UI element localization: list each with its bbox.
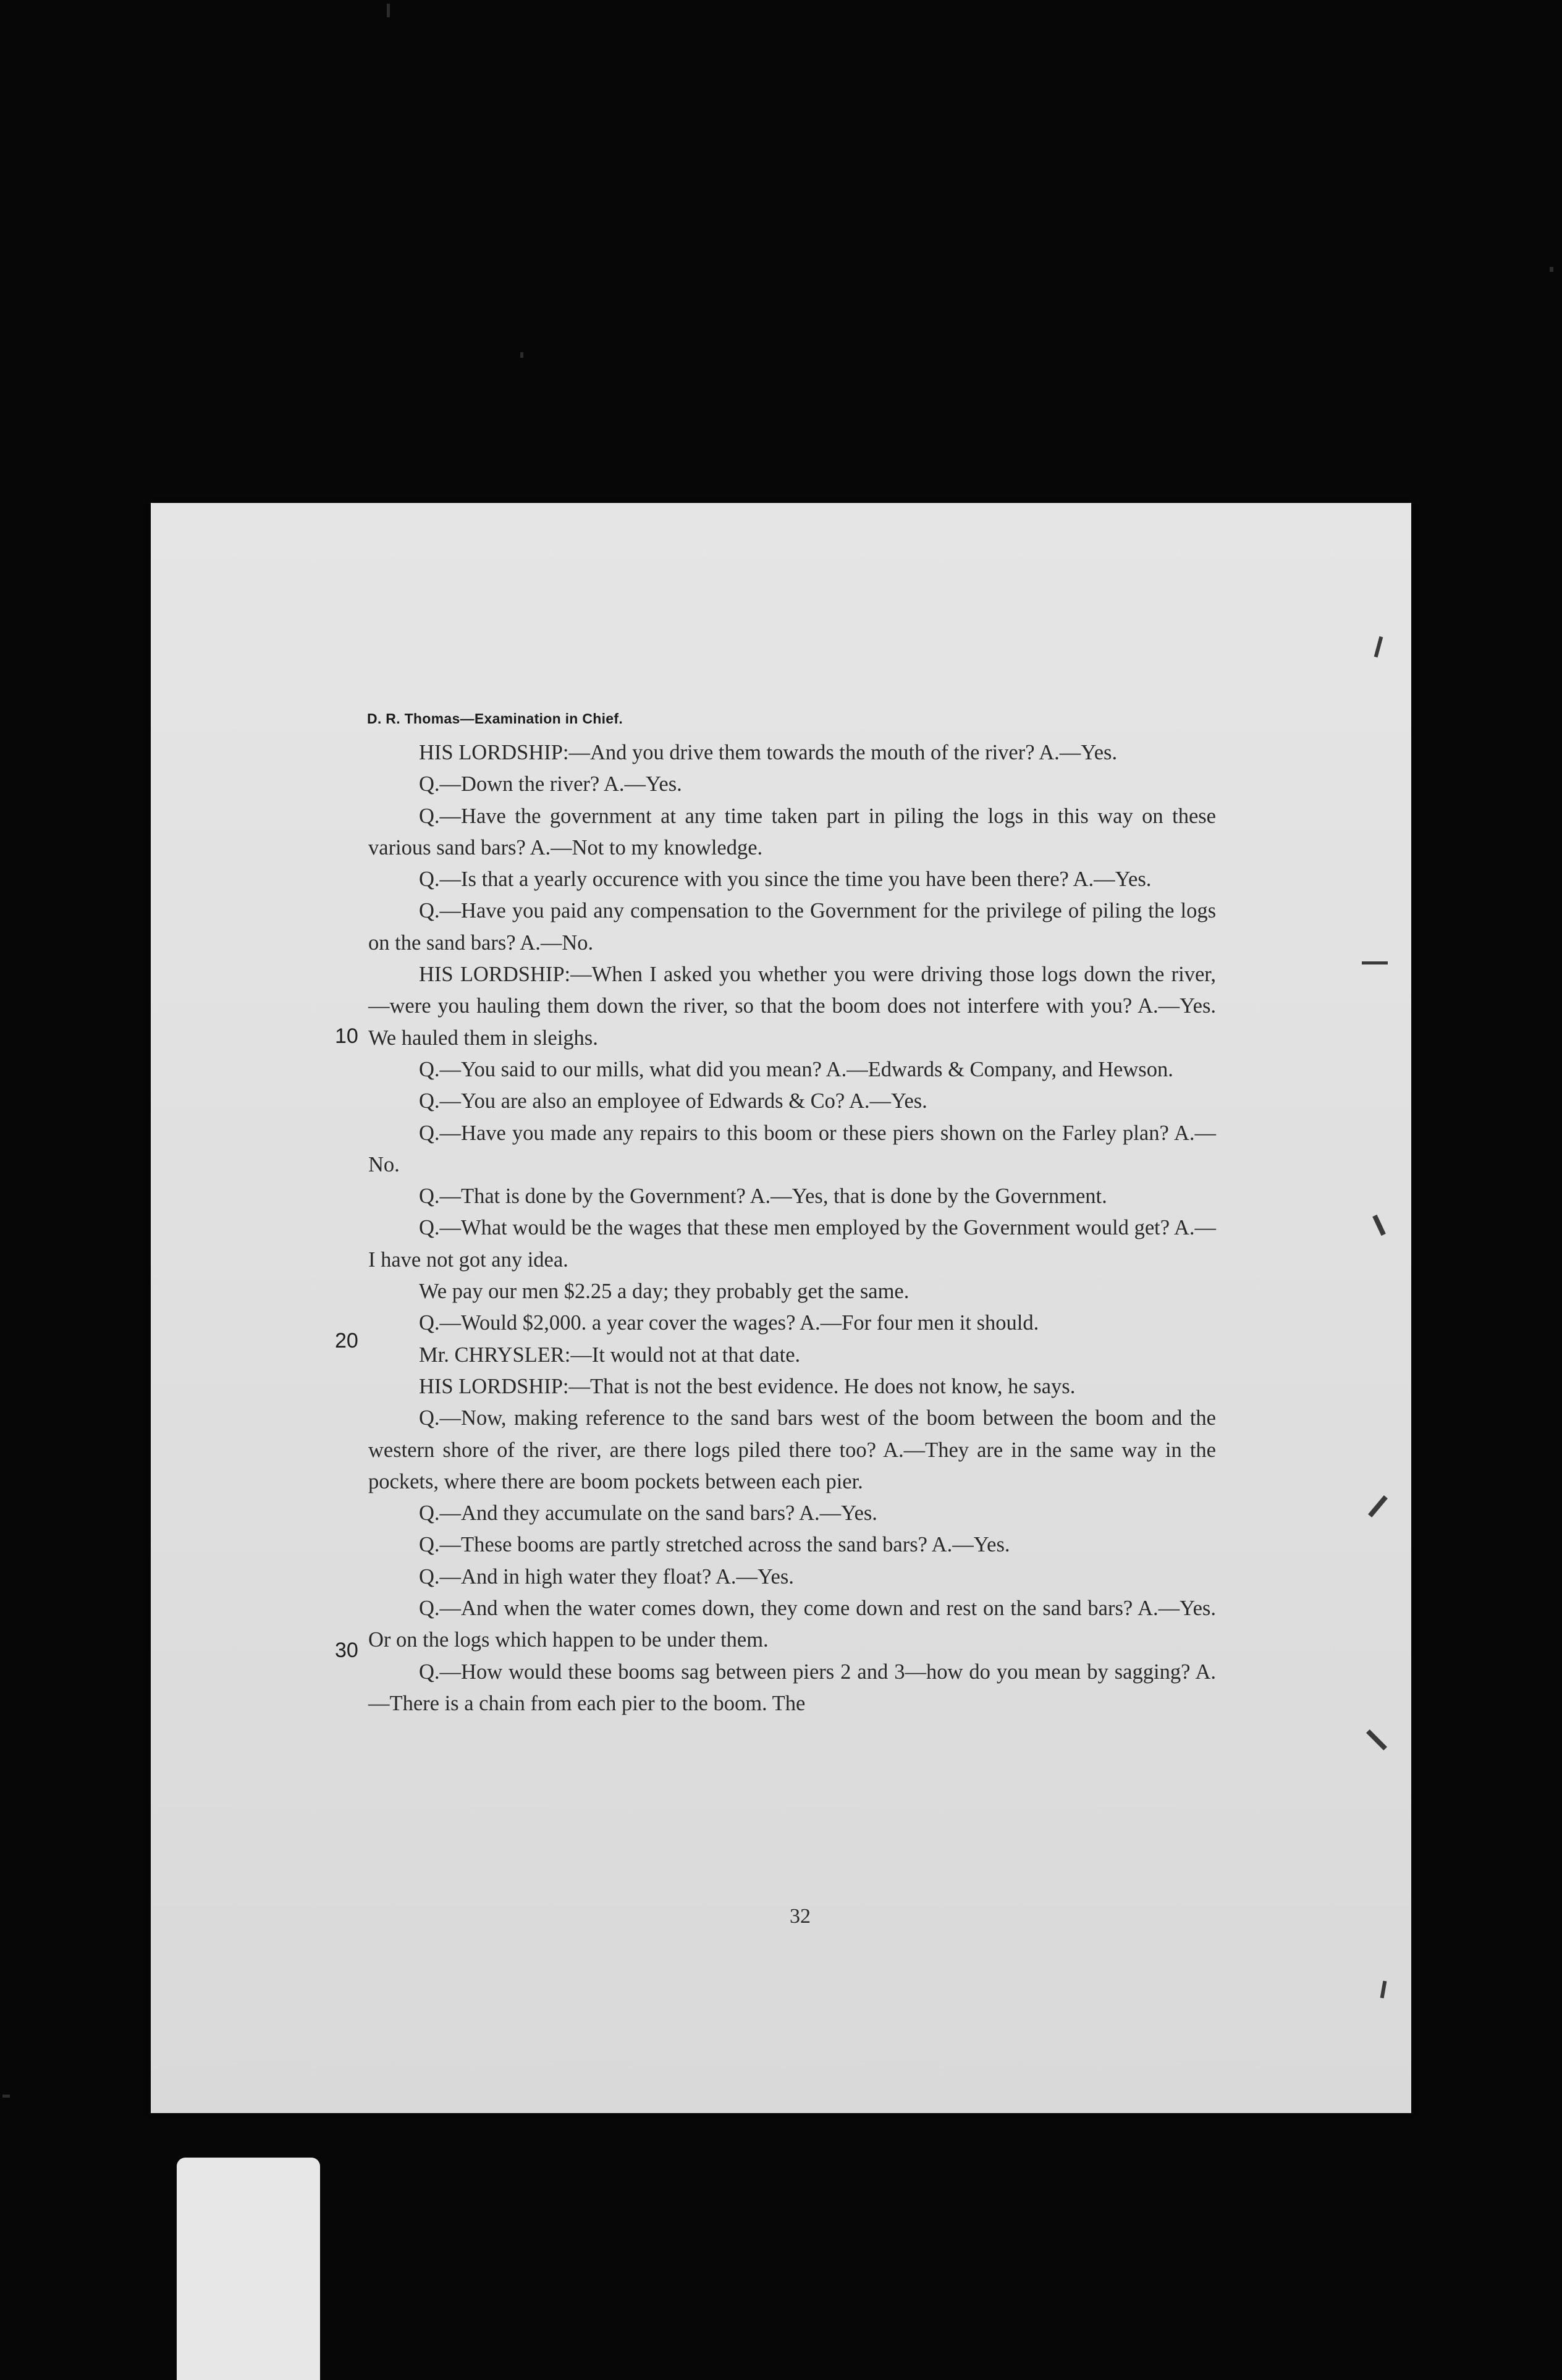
paragraph: HIS LORDSHIP:—When I asked you whether you were driving those logs down the river,—were you hauling them down the river, so that the boom does not interfere with you? A.—Yes. We hauled them in sleighs. (368, 963, 1216, 1050)
paragraph: Q.—And they accumulate on the sand bars? A.—Yes. (419, 1501, 877, 1525)
paragraph: We pay our men $2.25 a day; they probably get the same. (419, 1280, 910, 1304)
paragraph: Q.—Now, making reference to the sand bars west of the boom between the boom and the western shore of the river, are there logs piled there too? A.—They are in the same way in the pockets, where there are boom pockets between each pier. (368, 1406, 1216, 1493)
page-number: 32 (790, 1905, 811, 1928)
paragraph: Q.—You are also an employee of Edwards & Co? A.—Yes. (419, 1089, 927, 1113)
paragraph: Q.—Have the government at any time taken part in piling the logs in this way on these various sand bars? A.—Not to my knowledge. (368, 804, 1216, 859)
paragraph: Q.—Is that a yearly occurence with you since the time you have been there? A.—Yes. (419, 867, 1152, 892)
line-number-20: 20 (335, 1329, 358, 1352)
paragraph: Mr. CHRYSLER:—It would not at that date. (419, 1343, 801, 1367)
paragraph: Q.—That is done by the Government? A.—Yes, that is done by the Government. (419, 1184, 1107, 1209)
running-header: D. R. Thomas—Examination in Chief. (367, 711, 623, 727)
paragraph: Q.—You said to our mills, what did you mean? A.—Edwards & Company, and Hewson. (419, 1057, 1173, 1081)
paragraph: Q.—And when the water comes down, they come down and rest on the sand bars? A.—Yes. Or on the logs which happen to be under them. (368, 1597, 1216, 1652)
paragraph: Q.—And in high water they float? A.—Yes. (419, 1564, 794, 1589)
paragraph: HIS LORDSHIP:—And you drive them towards the mouth of the river? A.—Yes. (419, 741, 1118, 764)
film-speck (387, 4, 390, 17)
paragraph: HIS LORDSHIP:—That is not the best evidence. He does not know, he says. (419, 1374, 1076, 1398)
body-text (368, 737, 1216, 1720)
film-speck (1550, 267, 1553, 272)
page-edge-mark (1362, 961, 1388, 964)
paragraph: Q.—Have you made any repairs to this boom or these piers shown on the Farley plan? A.—No. (368, 1121, 1216, 1176)
line-number-10: 10 (335, 1024, 358, 1048)
film-speck (2, 2095, 10, 2098)
paragraph: Q.—These booms are partly stretched across the sand bars? A.—Yes. (419, 1533, 1010, 1557)
film-speck (520, 352, 523, 358)
paragraph: Q.—How would these booms sag between piers 2 and 3—how do you mean by sagging? A.—There is a chain from each pier to the boom. The (368, 1660, 1216, 1715)
paragraph: Q.—Have you paid any compensation to the Government for the privilege of piling the logs on the sand bars? A.—No. (368, 899, 1216, 955)
paragraph: Q.—Down the river? A.—Yes. (419, 772, 682, 796)
paragraph: Q.—Would $2,000. a year cover the wages? A.—For four men it should. (419, 1311, 1039, 1335)
paragraph: Q.—What would be the wages that these men employed by the Government would get? A.—I have not got any idea. (368, 1216, 1216, 1272)
paper-tab (177, 2158, 320, 2380)
line-number-30: 30 (335, 1639, 358, 1662)
